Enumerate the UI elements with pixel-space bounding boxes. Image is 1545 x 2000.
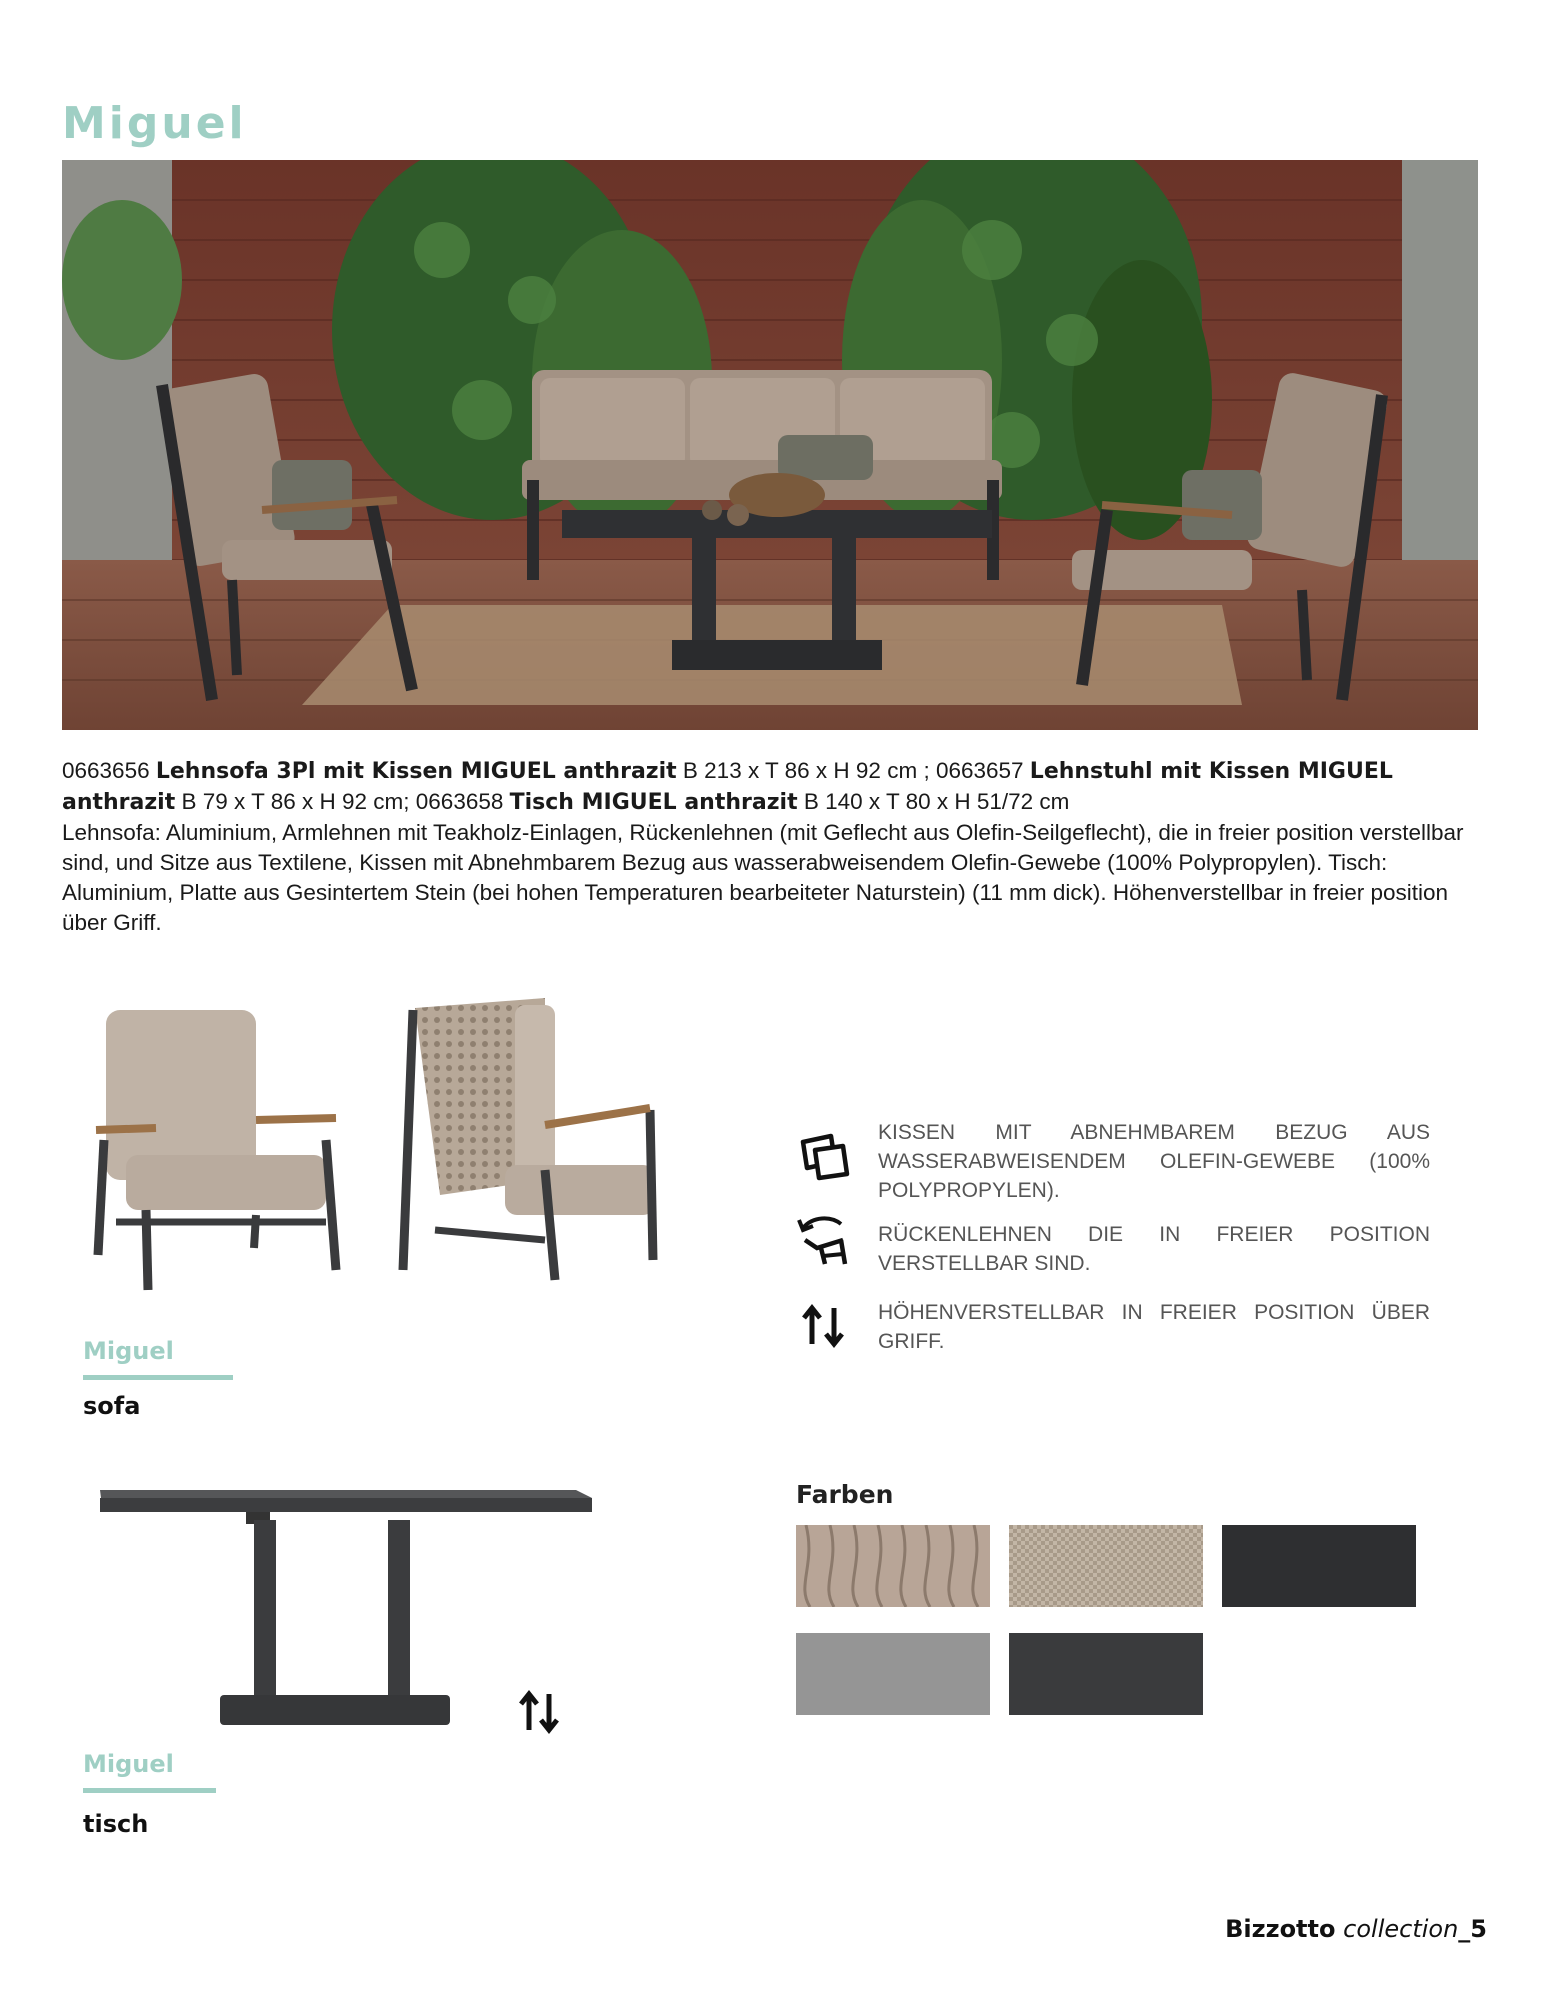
feature-text-2 — [878, 1220, 1430, 1278]
desc-code: 0663656 — [62, 758, 156, 783]
desc-body: Lehnsofa: Aluminium, Armlehnen mit Teakholz-Einlagen, Rückenlehnen (mit Geflecht aus Olefin-Seilgeflecht), die in freier position verstellbar sind, und Sitze aus Textilene, Kissen mit Abnehmbarem Bezug aus wasserabweisendem Olefin-Gewebe (100% Polypropylen). Tisch: Aluminium, Platte aus Gesintertem Stein (bei hohen Temperaturen bearbeiteter Naturstein) (11 mm dick). Höhenverstellbar in freier position über Griff. — [62, 820, 1464, 935]
page-title: Miguel — [62, 98, 247, 149]
product-description — [62, 756, 1482, 938]
feature-text-1 — [878, 1118, 1430, 1205]
desc-table-name: Tisch MIGUEL anthrazit — [509, 790, 798, 815]
feature-1-line-2: WASSERABWEISENDEM OLEFIN-GEWEBE (100% — [878, 1150, 1430, 1173]
height-adjust-icon — [798, 1304, 854, 1348]
feature-2-line-1: RÜCKENLEHNEN DIE IN FREIER POSITION — [878, 1223, 1430, 1246]
reclining-chair-icon — [795, 1210, 853, 1268]
footer-collection: collection — [1343, 1915, 1459, 1943]
feature-3-line-2: GRIFF. — [878, 1330, 945, 1353]
desc-chair-name: Lehnstuhl mit Kissen MIGUEL anthrazit — [62, 759, 1393, 815]
chair-back-image — [395, 990, 660, 1300]
desc-table-dims: B 140 x T 80 x H 51/72 cm — [797, 789, 1070, 814]
hero-photo — [62, 160, 1478, 730]
feature-1-line-1: KISSEN MIT ABNEHMBAREM BEZUG AUS — [878, 1121, 1430, 1144]
desc-sofa-dims: B 213 x T 86 x H 92 cm ; 0663657 — [676, 758, 1030, 783]
swatch-rope-taupe — [796, 1525, 990, 1607]
product-name-sofa: sofa — [83, 1392, 141, 1420]
chair-front-image — [86, 990, 346, 1300]
height-adjust-icon — [515, 1690, 565, 1734]
label-rule-sofa — [83, 1375, 233, 1380]
hero-scene — [62, 160, 1478, 730]
footer — [1225, 1915, 1487, 1943]
product-name-table: tisch — [83, 1810, 149, 1838]
feature-text-3 — [878, 1298, 1430, 1356]
product-brand-sofa: Miguel — [83, 1337, 174, 1365]
swatch-stone-grey — [796, 1633, 990, 1715]
desc-chair-dims: B 79 x T 86 x H 92 cm; 0663658 — [175, 789, 510, 814]
swatch-woven-beige — [1009, 1525, 1203, 1607]
feature-2-line-2: VERSTELLBAR SIND. — [878, 1252, 1091, 1275]
swatch-anthracite — [1222, 1525, 1416, 1607]
feature-1-line-3: POLYPROPYLEN). — [878, 1179, 1060, 1202]
colors-heading: Farben — [796, 1480, 894, 1509]
product-brand-table: Miguel — [83, 1750, 174, 1778]
footer-brand: Bizzotto — [1225, 1915, 1336, 1943]
swatch-dark-stone — [1009, 1633, 1203, 1715]
cushion-icon — [795, 1128, 853, 1186]
desc-sofa-name: Lehnsofa 3Pl mit Kissen MIGUEL anthrazit — [155, 759, 677, 784]
footer-page-number: _5 — [1458, 1915, 1487, 1943]
feature-3-line-1: HÖHENVERSTELLBAR IN FREIER POSITION ÜBER — [878, 1301, 1430, 1324]
label-rule-table — [83, 1788, 216, 1793]
